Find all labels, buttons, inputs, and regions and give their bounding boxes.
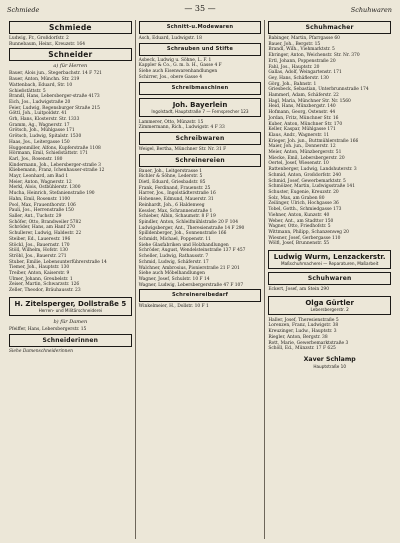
- advertisement-detail: Ingolstadt, Hauptstraße 7 — Fernsprecher 123: [151, 108, 249, 114]
- directory-entry: Stöckl, Jos., Bauernstr. 170: [9, 242, 70, 248]
- directory-entry: Siehe auch Eisenwarenhandlungen: [138, 69, 218, 75]
- directory-entry: Pfeiffer, Hans, Lebersbergerstr. 15: [9, 326, 87, 332]
- advertisement-detail: Hauptstraße 10: [313, 363, 346, 369]
- advertisement-box: [268, 296, 391, 315]
- subsection-label: a) für Herren: [53, 63, 88, 70]
- directory-entry: Eich, Jos., Ludwigstraße 20: [9, 99, 71, 105]
- directory-entry: Zeller, Theodor, Bräuhausstr. 23: [9, 288, 81, 294]
- directory-entry: Asch, Eduard, Ludwigstr. 18: [138, 36, 202, 41]
- page-number: — 35 —: [184, 4, 216, 13]
- section-header: Schreinereien: [139, 154, 262, 167]
- directory-entry: Walchner, Ambrosius, Pionierstraße 21 F 201: [138, 265, 240, 271]
- directory-entry: Bauer, Alois jun., Stegerbachstr. 14 F 721: [9, 71, 102, 77]
- directory-entry: Kreuzinger, Ludw., Hauptstr. 3: [268, 329, 337, 335]
- directory-entry: Oertel, Josef, Wiesenstr. 10: [268, 161, 329, 167]
- advertisement-name: H. Zitelsperger, Dollstraße 5: [14, 299, 127, 308]
- directory-entry: Weber, Ant., am Stadttor 150: [268, 218, 334, 224]
- directory-entry: Ludwigsberger, Ant., Theresienstraße 14 F 290: [138, 225, 245, 231]
- advertisement-detail: Maßschuhmacherei — Reparaturen, Maßarbeit: [280, 261, 379, 267]
- directory-entry: Dietl, Eduard, Griesbadstr. 85: [138, 180, 206, 186]
- directory-entry: Schieber, Albin, Schaumstr. 8 F 19: [138, 214, 216, 220]
- cross-reference-note: Siehe Damenschneiderinnen: [9, 348, 73, 354]
- directory-entry: Steiber, Ed., Lauerestr. 196: [9, 236, 71, 242]
- running-head: [6, 4, 394, 16]
- directory-entry: Babinger, Martin, Pfarrgasse 60: [268, 36, 340, 41]
- directory-entry: Wölfl, Josef, Brunnenstr. 55: [268, 241, 330, 247]
- directory-entry: Pool, Max, Frauenthorstr. 106: [9, 202, 76, 208]
- directory-entry: Kliebemann, Franz, Ichenhauser-straße 12: [9, 168, 105, 174]
- directory-entry: Spindler, Anton, Schleifmühlstraße 20 F 104: [138, 219, 238, 225]
- advertisement-box: [139, 98, 262, 117]
- directory-entry: Haas, Jos., Leitergasse 150: [9, 139, 70, 145]
- directory-entry: Keller, Kaspar, Mühlgasse 171: [268, 127, 336, 133]
- directory-entry: Schmid, Ludwig, Schäferstr. 17: [138, 259, 209, 265]
- directory-entry: Schöfer, Otto, Brandweiler 5782: [9, 219, 82, 225]
- section-header: Schmiede: [9, 21, 132, 34]
- directory-entry: Pauli, Jos., Herrenstraße 150: [9, 208, 74, 214]
- directory-entry: Gramm, Ag., Wagnerstr. 17: [9, 122, 70, 128]
- directory-entry: Wiesner, Josef, Gerbergasse 110: [268, 235, 341, 241]
- directory-entry: Fahl, Jos., Hauptstr. 20: [268, 64, 320, 70]
- directory-entry: Huggenmiller, Alfons, Kupferstraße 1108: [9, 145, 101, 151]
- directory-entry: Meier, Anton, Münzbergerstr. 51: [268, 150, 342, 156]
- directory-page: [6, 4, 394, 539]
- directory-entry: Klaus, Andr., Wagnerstr. 11: [268, 132, 330, 138]
- directory-entry: Scheller, Ludwig, Rathausstr. 7: [138, 254, 209, 260]
- directory-entry: Spilldenberger, Joh., Sonnenstraße 166: [138, 231, 227, 237]
- directory-entry: Hofmann, Georg, Ostenstr. 44: [268, 110, 336, 116]
- directory-entry: Wagner, Otto, Friedhofstr. 5: [268, 224, 331, 230]
- directory-entry: Ebringer, Anton, Weichenstr. Str. Nr. 370: [268, 53, 360, 59]
- directory-entry: Hammerl, Adam, Schäferstr. 22: [268, 93, 339, 99]
- section-header: Schuhmacher: [268, 21, 391, 34]
- directory-entry: Wattenbach, Eduard, Str. 10: [9, 82, 73, 88]
- column-1: [6, 20, 135, 539]
- directory-entry: Ulmer, Johann, Greubelstr. 1: [9, 276, 73, 282]
- directory-entry: Stöll, Wilhelm, Hofstr. 130: [9, 248, 68, 254]
- directory-entry: Kessler, Max, Schrannenstraße 1: [138, 208, 213, 214]
- directory-entry: Merkl, Alois, Ostbühlerstr. 1300: [9, 185, 81, 191]
- directory-entry: Hohensee, Edmund, Mauerstr. 31: [138, 197, 214, 203]
- directory-entry: Schuster, Eugenie, Kreuzstr. 20: [268, 189, 339, 195]
- directory-entry: Meier, Anton, Wagnerstr. 12: [9, 179, 72, 185]
- column-2: [135, 20, 265, 539]
- directory-entry: Görg, Joh., Bahnstr. 1: [268, 81, 317, 87]
- directory-entry: Gallas, Adolf, Weingartenstr. 171: [268, 70, 342, 76]
- directory-entry: Maier, Joh. jun., Donnerstr. 12: [268, 144, 336, 150]
- directory-entry: Schießstättstr. 5: [9, 88, 46, 94]
- advertisement-name: Olga Gürtler: [305, 298, 354, 307]
- advertisement-box: [9, 297, 132, 316]
- directory-entry: Riegler, Anton, Bergstr. 38: [268, 334, 328, 340]
- directory-entry: Solz, Max, am Graben 80: [268, 195, 325, 201]
- running-head-left: Schmiede: [7, 6, 40, 14]
- directory-entry: Karl, Jos., Rosenstr. 180: [9, 156, 63, 162]
- section-header: Schneiderinnen: [9, 334, 132, 347]
- advertisement-name: Joh. Bayerlein: [172, 100, 228, 109]
- directory-entry: Gey, Hans, Schäflerstr. 130: [268, 75, 329, 81]
- column-3: [264, 20, 394, 539]
- advertisement-box: [268, 355, 391, 370]
- columns: [6, 20, 394, 539]
- directory-entry: Kindermann, Joh., Lebersberger-straße 3: [9, 162, 101, 168]
- directory-entry: Zeilinger, Ulrich, Hochgasse 36: [268, 201, 339, 207]
- directory-entry: Wagner, Ludwig, Lebersbergerstraße 47 F 107: [138, 282, 244, 288]
- section-header: Schnitt-u.Modewaren: [139, 21, 262, 34]
- directory-entry: Weigel, Bertha, Münchner Str. Nr. 31 F: [138, 146, 227, 152]
- section-header: Schreibwaren: [139, 132, 262, 145]
- directory-entry: Ertl, Johann, Poppenstraße 20: [268, 58, 336, 64]
- directory-entry: Wagner, Josef, Schulstr. 10 F 14: [138, 276, 210, 282]
- directory-entry: Asbeck, Ludwig u. Söhne, L. F. 1: [138, 57, 212, 63]
- advertisement-box: [268, 250, 391, 269]
- section-header: Schreibmaschinen: [139, 82, 262, 95]
- directory-entry: Schirrer, Jos., obere Gasse 4: [138, 74, 202, 80]
- directory-entry: Bauer, Joh., Bergstr. 15: [268, 41, 321, 47]
- directory-entry: Heid, Hans, Münzbergstr. 140: [268, 104, 336, 110]
- directory-entry: Ströbl, Jos., Bauerstr. 271: [9, 253, 67, 259]
- directory-entry: Frank, Ferdinand, Frauenstr. 25: [138, 185, 211, 191]
- directory-entry: Lorenzen, Franz, Ludwigstr. 38: [268, 323, 339, 329]
- running-head-right: Schuhwaren: [350, 6, 392, 14]
- directory-entry: Harrer, Jos., Ingolstädterstraße 16: [138, 191, 216, 197]
- directory-entry: Jordan, Fritz, Münchner Str. 16: [268, 115, 339, 121]
- directory-entry: Lammerer, Otto, Münzstr. 15: [138, 119, 204, 125]
- directory-entry: Schullerer, Ludwig, Haldestr. 22: [9, 231, 82, 237]
- directory-entry: Griesbeck, Sebastian, Unterbrunnstraße 174: [268, 87, 369, 93]
- directory-entry: Siehe Glasfabriken und Holzhandlungen: [138, 242, 229, 248]
- directory-entry: Brandl, Wilh., Viehmarktstr. 5: [268, 47, 335, 53]
- directory-entry: Hörmann, Emil, Schießstättstr. 171: [9, 151, 88, 157]
- directory-entry: Eckert, Josef, am Stein 290: [268, 287, 329, 293]
- directory-entry: Schmid, Anton, Großdorfstr. 240: [268, 172, 341, 178]
- directory-entry: Ludwig, Fr., Großdorfstr. 2: [9, 36, 69, 41]
- advertisement-name: Ludwig Wurm, Lenzackerstr.: [273, 253, 386, 262]
- directory-entry: Zimmermann, Rich., Ludwigstr. 4 F 33: [138, 125, 225, 131]
- directory-entry: Schröder, August, Wendelsteinstraße 137 F 457: [138, 248, 246, 254]
- directory-entry: Brandl, Hans, Lebersberger-straße 4173: [9, 94, 100, 100]
- directory-entry: Kuber, Anton, Münchner Str. 170: [268, 121, 343, 127]
- directory-entry: Bichler & Söhne, Lederstr. 5: [138, 174, 203, 180]
- section-header: Schrauben und Stifte: [139, 43, 262, 56]
- subsection-label: b) für Damen: [53, 318, 88, 325]
- directory-entry: Winkelmeier, H., Dollstr. 10 F 1: [138, 304, 209, 310]
- directory-entry: Schmidt, Michael, Poppenstr. 11: [138, 237, 211, 243]
- directory-entry: Runnebaum, Heinr., Kreuzstr. 164: [9, 41, 85, 47]
- directory-entry: Hahn, Emil, Rosenstr. 1100: [9, 196, 71, 202]
- directory-entry: Rattenberger, Ludwig, Landshuterstr. 3: [268, 167, 357, 173]
- directory-entry: Kappler & Co., G. m. b. H., Gasse 4 F: [138, 63, 222, 69]
- directory-entry: Siehe auch Möbelhandlungen: [138, 271, 205, 277]
- directory-entry: Viehner, Anton, Kunzstr. 40: [268, 212, 330, 218]
- directory-entry: Schöll, Ed., Münzstr. 17 F 625: [268, 346, 336, 352]
- directory-entry: Tiemer, Joh., Hauptstr. 130: [9, 265, 70, 271]
- directory-entry: Göttl, Joh., Luitpoldstr. 41: [9, 111, 67, 117]
- advertisement-detail: Lebersbergerstr. 2: [310, 306, 349, 312]
- directory-entry: Feier, Ludwig, Regensburger Straße 215: [9, 105, 100, 111]
- section-header: Schuhwaren: [268, 272, 391, 285]
- directory-entry: Rott, Marie, Gewerbemarktstraße 3: [268, 340, 349, 346]
- directory-entry: Saller, Ant., Tuchstr. 29: [9, 213, 62, 219]
- directory-entry: Grötsch, Ludwig, Spitalstr. 1530: [9, 134, 82, 140]
- directory-entry: Miecke, Emil, Lebersbergerstr. 20: [268, 155, 345, 161]
- directory-entry: Grh, Hans, Klosterstr. Str. 1333: [9, 117, 80, 123]
- directory-entry: Mucha, Heinrich, Stefanienstraße 190: [9, 191, 95, 197]
- directory-entry: Schmölzer, Martin, Ludwigsstraße 141: [268, 184, 355, 190]
- directory-entry: Hagl, Maria, Münchner Str. Nr. 1560: [268, 98, 351, 104]
- section-header: Schreinereibedarf: [139, 289, 262, 302]
- directory-entry: Treiber, Anton, Kaiserstr. 9: [9, 271, 70, 277]
- directory-entry: Schmid, Josef, Gewerbemarktstr. 5: [268, 178, 346, 184]
- section-header: Schneider: [9, 48, 132, 61]
- directory-entry: Stuber, Emilie, Lebensunterführerstraße 14: [9, 259, 107, 265]
- directory-entry: Krieger, Joh. jun., Buttmühlerstraße 166: [268, 138, 359, 144]
- directory-entry: Mayr, Leonhard, am Bad 1: [9, 174, 69, 180]
- directory-entry: Zeiser, Martin, Schwarzstr. 126: [9, 282, 80, 288]
- advertisement-name: Xaver Schlamp: [303, 355, 356, 363]
- directory-entry: Grötsch, Joh., Mühlgasse 171: [9, 128, 75, 134]
- directory-entry: Schröder, Hans, am Hanf 270: [9, 225, 76, 231]
- directory-entry: Bauer, Anton, Münchn. Str. 219: [9, 77, 80, 83]
- directory-entry: Tobel, Gotth., Schmiedgasse 173: [268, 207, 342, 213]
- directory-entry: Haller, Josef, Theresienstraße 5: [268, 317, 339, 323]
- directory-entry: Bauer, Joh., Leitgerstrasse 1: [138, 168, 202, 174]
- directory-entry: Wittmann, Philipp, Schanzenweg 20: [268, 229, 349, 235]
- directory-entry: Reinhardt, Joh., 6 Haldenweg: [138, 202, 205, 208]
- advertisement-detail: Herren- und Militärschneiderei: [38, 307, 103, 313]
